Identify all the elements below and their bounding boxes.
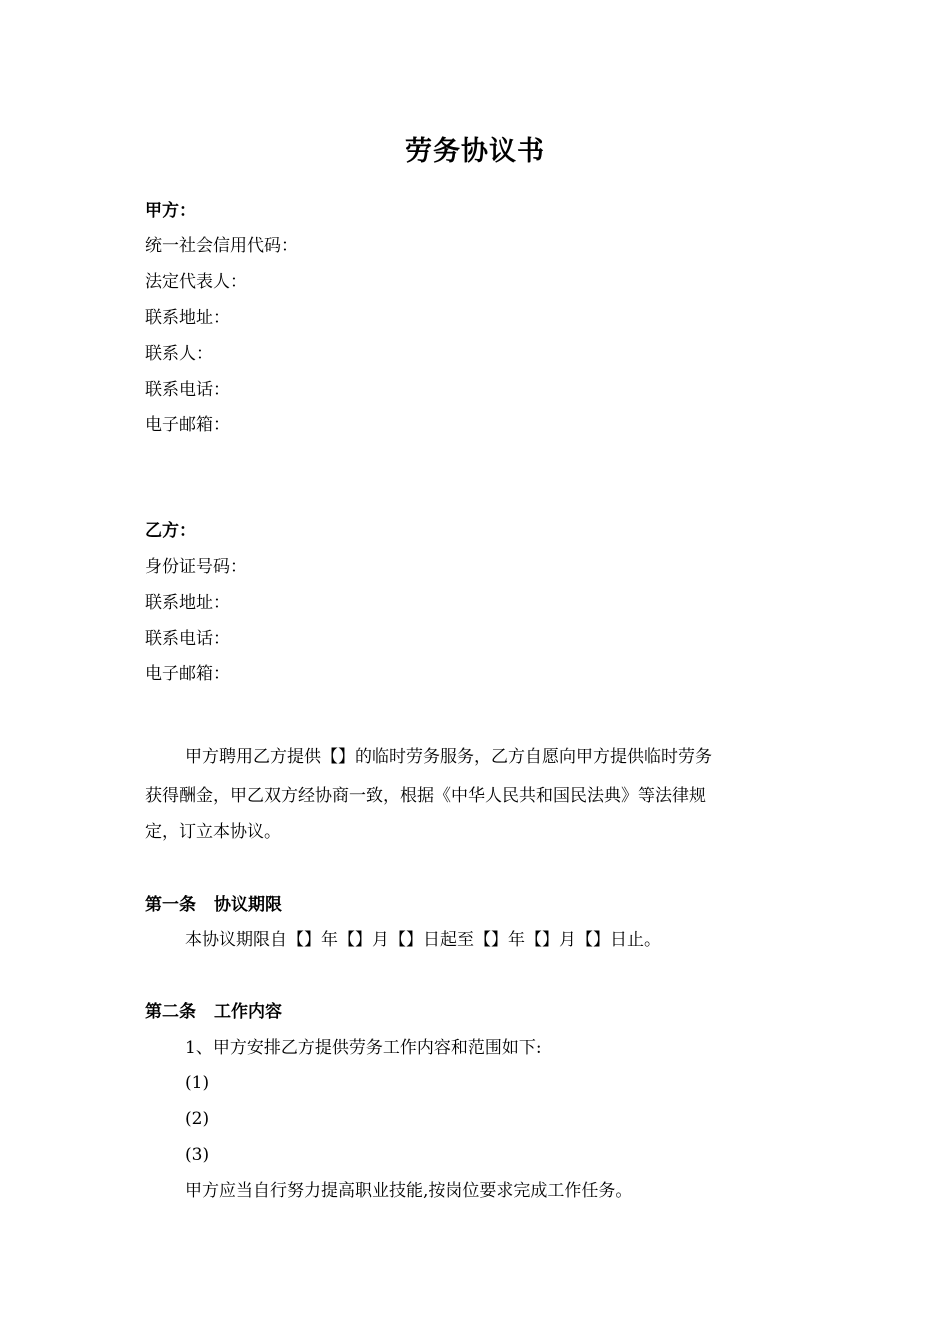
article-2-number: 第二条 bbox=[145, 1002, 196, 1022]
article-2-item: 1、甲方安排乙方提供劳务工作内容和范围如下: bbox=[185, 1038, 542, 1058]
party-a-heading: 甲方： bbox=[145, 201, 196, 221]
party-a-contact-field: 联系人： bbox=[145, 344, 213, 364]
preamble-line: 甲方聘用乙方提供【】的临时劳务服务，乙方自愿向甲方提供临时劳务 bbox=[185, 747, 712, 767]
article-2-item: (1) bbox=[185, 1073, 210, 1093]
party-a-legal-rep-field: 法定代表人： bbox=[145, 272, 247, 292]
article-2-heading bbox=[145, 1000, 282, 1024]
article-2-item: (2) bbox=[185, 1109, 210, 1129]
document-title: 劳务协议书 bbox=[405, 136, 545, 167]
article-2-item: (3) bbox=[185, 1145, 210, 1165]
party-a-address-field: 联系地址： bbox=[145, 308, 230, 328]
party-b-email-field: 电子邮箱： bbox=[145, 664, 230, 684]
article-2-title: 工作内容 bbox=[214, 1002, 282, 1022]
party-a-credit-code-field: 统一社会信用代码： bbox=[145, 236, 298, 256]
article-1-number: 第一条 bbox=[145, 895, 196, 915]
party-b-id-number-field: 身份证号码： bbox=[145, 557, 247, 577]
party-a-phone-field: 联系电话： bbox=[145, 380, 230, 400]
party-b-heading: 乙方： bbox=[145, 521, 196, 541]
preamble-line: 获得酬金，甲乙双方经协商一致，根据《中华人民共和国民法典》等法律规 bbox=[145, 786, 706, 806]
article-1-title: 协议期限 bbox=[214, 895, 282, 915]
party-b-phone-field: 联系电话： bbox=[145, 629, 230, 649]
article-1-heading bbox=[145, 893, 282, 917]
party-b-address-field: 联系地址： bbox=[145, 593, 230, 613]
preamble-line: 定，订立本协议。 bbox=[145, 822, 281, 842]
article-1-body: 本协议期限自【】年【】月【】日起至【】年【】月【】日止。 bbox=[185, 930, 661, 950]
party-a-email-field: 电子邮箱： bbox=[145, 415, 230, 435]
article-2-item: 甲方应当自行努力提高职业技能,按岗位要求完成工作任务。 bbox=[185, 1181, 633, 1201]
